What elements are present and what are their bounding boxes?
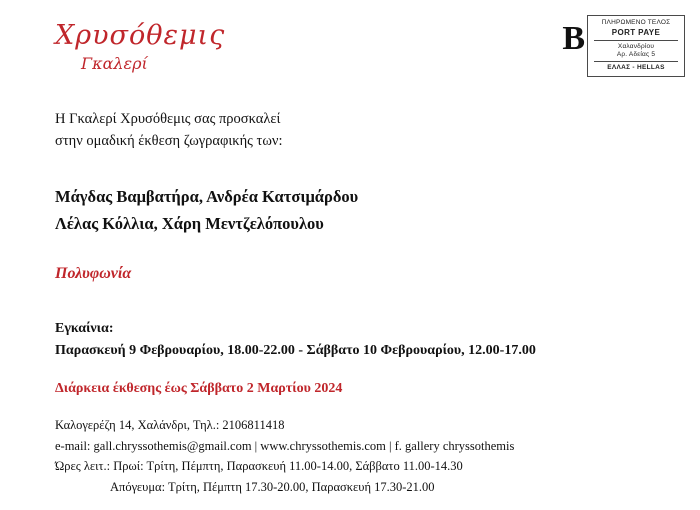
gallery-logo-subtitle: Γκαλερί [81, 54, 148, 74]
postage-line-region: Χαλανδρίου [617, 43, 655, 51]
exhibition-title: Πολυφωνία [55, 265, 132, 283]
footer-info [55, 415, 665, 498]
gallery-logo [55, 22, 295, 73]
postage-divider-2 [594, 61, 678, 62]
footer-contact: e-mail: gall.chryssothemis@gmail.com | www.chryssothemis.com | f. gallery chryssothemis [55, 438, 515, 453]
postage-line-greek-paid: ΠΛΗΡΩΜΕΝΟ ΤΕΛΟΣ [601, 19, 671, 26]
postage-class-letter: B [562, 20, 585, 57]
postage-line-port-paye: PORT PAYE [611, 28, 661, 38]
artists-list [55, 183, 655, 237]
footer-address: Καλογερέζη 14, Χαλάνδρι, Τηλ.: 2106811418 [55, 418, 285, 432]
footer-hours-afternoon: Απόγευμα: Τρίτη, Πέμπτη 17.30-20.00, Παρασκευή 17.30-21.00 [110, 479, 435, 494]
postage-line-licence: Αρ. Αδείας 5 [616, 51, 656, 59]
exhibition-duration: Διάρκεια έκθεσης έως Σάββατο 2 Μαρτίου 2024 [55, 381, 343, 397]
footer-hours-morning: Ώρες λειτ.: Πρωί: Τρίτη, Πέμπτη, Παρασκευή 11.00-14.00, Σάββατο 11.00-14.30 [55, 459, 463, 474]
gallery-logo-name: Χρυσόθεμις [55, 20, 226, 51]
intro-line-1: Η Γκαλερί Χρυσόθεμις σας προσκαλεί [55, 111, 281, 127]
postage-divider [594, 40, 678, 41]
opening-label: Εγκαίνια: [55, 321, 114, 337]
postage-line-country: ΕΛΛΑΣ - HELLAS [607, 64, 665, 72]
intro-line-2: στην ομαδική έκθεση ζωγραφικής των: [55, 133, 283, 150]
artists-line-2: Λέλας Κόλλια, Χάρη Μεντζελόπουλου [55, 214, 324, 234]
invitation-intro [55, 108, 655, 153]
invitation-body [55, 108, 655, 397]
opening-dates: Παρασκευή 9 Φεβρουαρίου, 18.00-22.00 - Σάββατο 10 Φεβρουαρίου, 12.00-17.00 [55, 343, 536, 359]
postage-paid-stamp [587, 15, 685, 77]
artists-line-1: Μάγδας Βαμβατήρα, Ανδρέα Κατσιμάρδου [55, 186, 359, 206]
